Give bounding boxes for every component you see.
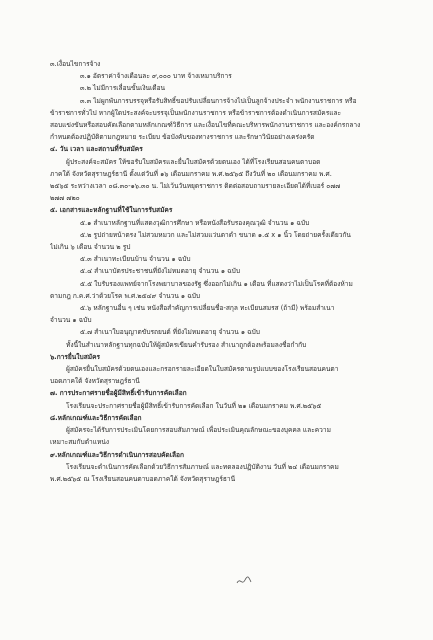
section-line: ผู้ประสงค์จะสมัคร ให้ขอรับใบสมัครและยื่นใบสมัครด้วยตนเอง ได้ที่โรงเรียนสอนคนตาบอด [66, 157, 321, 166]
section-line: จำนวน ๑ ฉบับ [50, 316, 92, 325]
section-title: ๓.เงื่อนไขการจ้าง [50, 60, 101, 68]
section-line: ข้าราชการทั่วไป หากผู้ใดประสงค์จะบรรจุเป็นพนักงานราชการ หรือข้าราชการต้องดำเนินการสมัครและ [50, 108, 342, 117]
section-line: พ.ศ.๒๕๖๕ ณ โรงเรียนสอนคนตาบอดภาคใต้ จังหวัดสุราษฎร์ธานี [50, 474, 236, 483]
section-line: ๕.๔ สำเนาบัตรประชาชนที่ยังไม่หมดอายุ จำนวน ๑ ฉบับ [80, 267, 241, 276]
section-title: ๘.หลักเกณฑ์และวิธีการคัดเลือก [50, 413, 142, 422]
section-line: สอบแข่งขันหรือสอบคัดเลือกตามหลักเกณฑ์วิธีการ และเงื่อนไขที่คณะบริหารพนักงานราชการ และองค์กรกลาง [50, 121, 361, 130]
section-line: ๕.๖ หลักฐานอื่น ๆ เช่น หนังสือสำคัญการเปลี่ยนชื่อ-สกุล ทะเบียนสมรส (ถ้ามี) พร้อมสำเนา [80, 304, 335, 313]
section-title: ๔. วัน เวลา และสถานที่รับสมัคร [50, 145, 143, 154]
section-line: ๕.๗ สำเนาใบอนุญาตขับรถยนต์ ที่ยังไม่หมดอายุ จำนวน ๑ ฉบับ [80, 328, 260, 337]
section-line: บอดภาคใต้ จังหวัดสุราษฎร์ธานี [50, 377, 140, 386]
section-line: ๕.๕ ใบรับรองแพทย์จากโรงพยาบาลของรัฐ ซึ่งออกไม่เกิน ๑ เดือน ที่แสดงว่าไม่เป็นโรคที่ต้องห้าม [80, 279, 353, 288]
section-line: ไม่เกิน ๖ เดือน จำนวน ๒ รูป [50, 243, 131, 252]
section-line: ทั้งนี้ในสำเนาหลักฐานทุกฉบับให้ผู้สมัครเขียนคำรับรอง สำเนาถูกต้องพร้อมลงชื่อกำกับ [66, 340, 307, 349]
section-line: โรงเรียนจะดำเนินการคัดเลือกด้วยวิธีการสัมภาษณ์ และทดลองปฏิบัติงาน วันที่ ๒๔ เดือนมกราคม [66, 462, 339, 471]
section-line: ๕.๓ สำเนาทะเบียนบ้าน จำนวน ๑ ฉบับ [80, 255, 191, 264]
section-title: ๙.หลักเกณฑ์และวิธีการดำเนินการสอบคัดเลือก [50, 450, 184, 459]
section-line: ผู้สมัครยื่นใบสมัครด้วยตนเองและกรอกรายละเอียดในใบสมัครตามรูปแบบของโรงเรียนสอนคนตา [66, 365, 339, 374]
section-line: ๓.๒ ไม่มีการเลื่อนขั้นเงินเดือน [80, 84, 166, 93]
section-line: ๓.๓ ไม่ผูกพันการบรรจุหรือรับสิทธิ์ขอปรับเปลี่ยนการจ้างไปเป็นลูกจ้างประจำ พนักงานราชการ หรือ [80, 96, 357, 105]
section-line: ภาคใต้ จังหวัดสุราษฎร์ธานี ตั้งแต่วันที่ ๑๖ เดือนมกราคม พ.ศ.๒๕๖๕ ถึงวันที่ ๒๐ เดือนมกราคม พ.ศ. [50, 169, 332, 178]
section-title: ๕. เอกสารและหลักฐานที่ใช้ในการรับสมัคร [50, 206, 173, 215]
section-line: ๕.๒ รูปถ่ายหน้าตรง ไม่สวมหมวก และไม่สวมแว่นตาดำ ขนาด ๑.๕ x ๑ นิ้ว โดยถ่ายครั้งเดียวกัน [80, 230, 351, 239]
section-line: โรงเรียนจะประกาศรายชื่อผู้มีสิทธิ์เข้ารับการคัดเลือก ในวันที่ ๒๑ เดือนมกราคม พ.ศ.๒๕๖๕ [66, 401, 322, 410]
section-line: ผู้สมัครจะได้รับการประเมินโดยการสอบสัมภาษณ์ เพื่อประเมินคุณลักษณะของบุคคล และความ [66, 426, 331, 435]
section-line: ๓.๑ อัตราค่าจ้างเดือนละ ๙,๐๐๐ บาท จ้างเหมาบริการ [80, 72, 232, 81]
section-line: เหมาะสมกับตำแหน่ง [50, 438, 110, 447]
section-title: ๗. การประกาศรายชื่อผู้มีสิทธิ์เข้ารับการคัดเลือก [50, 389, 187, 398]
signature-mark [236, 575, 252, 587]
section-line: กำหนดต้องปฏิบัติตามกฎหมาย ระเบียบ ข้อบังคับของทางราชการ และรักษาวินัยอย่างเคร่งครัด [50, 133, 315, 142]
section-line: ตามกฎ ก.ค.ศ.ว่าด้วยโรค พ.ศ.๒๕๔๙ จำนวน ๑ ฉบับ [50, 291, 201, 300]
document-body [50, 58, 388, 485]
section-title: ๖.การยื่นใบสมัคร [50, 352, 101, 361]
section-line: ๕.๑ สำเนาหลักฐานที่แสดงวุฒิการศึกษา หรือหนังสือรับรองคุณวุฒิ จำนวน ๑ ฉบับ [80, 218, 310, 227]
section-line: ๒๗๗ ๗๒๐ [50, 194, 80, 203]
section-line: ๒๕๖๕ ระหว่างเวลา ๐๘.๓๐-๑๖.๓๐ น. ไม่เว้นวันหยุดราชการ ติดต่อสอบถามรายละเอียดได้ที่เบอร์ ๐๗๗ [50, 182, 341, 191]
